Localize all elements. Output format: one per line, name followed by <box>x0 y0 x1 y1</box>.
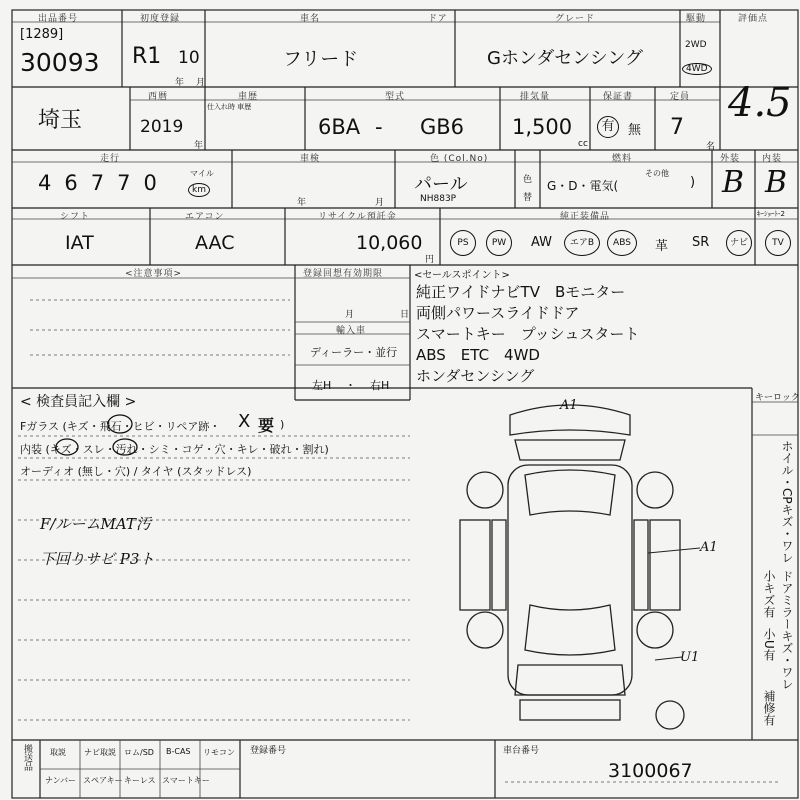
grade: Gホンダセンシング <box>487 48 643 69</box>
lot-label: 出品番号 <box>38 14 79 24</box>
item-smart-key: スマートキー <box>162 776 210 785</box>
ac: AAC <box>195 232 235 254</box>
displacement-label: 排気量 <box>520 92 551 102</box>
keylock-label: キーロック <box>755 393 800 403</box>
equip-ps: PS <box>450 230 476 256</box>
mileage-digit: 4 <box>38 171 65 195</box>
cancel-day: 日 <box>400 310 410 320</box>
grade-label: グレード <box>555 14 596 24</box>
equip-aw: AW <box>531 235 553 250</box>
cancel-label: 登録回想有効期限 <box>303 269 384 279</box>
selling-point: ABS ETC 4WD <box>416 346 540 364</box>
item-manual: 取説 <box>50 748 66 757</box>
fuel-other: その他 <box>645 169 669 178</box>
equip-leather: 革 <box>655 239 669 254</box>
side-note-mirror: ドアミラーキズ・ワレ <box>780 570 794 690</box>
drive-2wd: 2WD <box>685 40 707 50</box>
drive-label: 駆動 <box>686 14 707 24</box>
mileage-digit: 0 <box>143 171 170 195</box>
side-note-wheel: ホイル・CPキズ・ワレ <box>780 440 794 564</box>
color-code: NH883P <box>420 194 457 204</box>
reg-sub: 仕入れ時 車歴 <box>207 103 252 111</box>
capacity-unit: 名 <box>706 142 716 152</box>
item-rom-sd: ロム/SD <box>124 748 154 757</box>
yen-unit: 円 <box>425 255 435 265</box>
interior-note: 内装 (キズ・スレ・汚れ・シミ・コゲ・穴・キレ・破れ・割れ) <box>20 443 329 456</box>
model-prefix: 6BA <box>318 115 361 139</box>
recycle-label: リサイクル預託金 <box>318 212 397 222</box>
caution-label: <注意事項> <box>125 269 183 279</box>
capacity-label: 定員 <box>670 92 691 102</box>
side-note-dent: 小U有 <box>762 628 776 661</box>
hand-note-rust: 下回りサビ P3ト <box>40 550 155 568</box>
model-dash: - <box>375 115 383 139</box>
lot-bracket: [1289] <box>20 27 64 42</box>
equip-navi: ナビ <box>726 230 752 256</box>
cc-unit: cc <box>578 139 588 149</box>
interior-label: 内装 <box>762 154 783 164</box>
prefecture: 埼玉 <box>38 108 83 133</box>
item-remote: リモコン <box>203 748 235 757</box>
fuel-label: 燃料 <box>612 154 633 164</box>
door-label: ドア <box>428 14 448 24</box>
interior-grade: B <box>765 165 788 200</box>
selling-point: 両側パワースライドドア <box>416 304 580 322</box>
glass-x: X <box>238 411 251 432</box>
import-label: 輸入車 <box>336 326 367 336</box>
year-label: 西暦 <box>148 92 169 102</box>
capacity: 7 <box>670 115 684 140</box>
ac-label: エアコン <box>185 212 225 222</box>
selling-point: 純正ワイドナビTV Bモニター <box>416 283 626 301</box>
recycle-fee: 10,060 <box>356 232 423 254</box>
damage-a1-front: A1 <box>560 398 578 413</box>
audio-tire-note: オーディオ (無し・穴) / タイヤ (スタッドレス) <box>20 465 252 478</box>
item-keyless: キーレス <box>124 776 156 785</box>
warranty-yes: 有 <box>597 116 619 138</box>
lot-number: 30093 <box>20 48 100 77</box>
displacement: 1,500 <box>512 115 573 139</box>
hand-dot: ・ <box>345 379 356 392</box>
mileage-digit: 7 <box>90 171 118 195</box>
color-change-b: 替 <box>523 193 533 203</box>
item-bcas: B-CAS <box>166 747 191 756</box>
drive-4wd: 4WD <box>682 63 712 75</box>
transport-label: 搬送品 <box>22 744 32 771</box>
year: 2019 <box>140 117 184 137</box>
inspector-title: < 検査員記入欄 > <box>20 394 137 410</box>
equip-airbag: エアB <box>564 230 600 256</box>
reg-label: 車歴 <box>238 92 259 102</box>
exterior-label: 外装 <box>720 154 741 164</box>
color-change-a: 色 <box>523 175 533 185</box>
chassis-number: 3100067 <box>608 760 693 782</box>
color: パール <box>414 174 468 195</box>
fuel-options: G・D・電気( <box>547 179 619 193</box>
right-hand: 右H <box>370 379 390 392</box>
model-code: GB6 <box>420 115 465 139</box>
mileage-digit: 6 <box>64 171 91 195</box>
car-name-label: 車名 <box>300 14 321 24</box>
year-unit: 年 <box>194 141 204 151</box>
km-label: km <box>188 183 210 197</box>
glass-required: 要 <box>258 416 275 435</box>
selling-point: スマートキー プッシュスタート <box>416 325 640 343</box>
left-hand: 左H <box>312 379 332 392</box>
inspection-month-unit: 月 <box>375 198 385 208</box>
damage-a1-side: A1 <box>700 540 718 555</box>
car-name: フリード <box>283 48 359 70</box>
item-number-plate: ナンバー <box>45 776 77 785</box>
chassis-label: 車台番号 <box>503 746 540 756</box>
damage-u1: U1 <box>680 650 700 665</box>
model-label: 型式 <box>385 92 406 102</box>
shift-label: シフト <box>60 212 91 222</box>
warranty-label: 保証書 <box>603 92 634 102</box>
selling-point: ホンダセンシング <box>416 367 535 385</box>
first-reg-month-unit: 月 <box>196 78 206 88</box>
glass-close: ) <box>280 418 285 431</box>
first-reg-month: 10 <box>178 48 200 68</box>
cancel-month: 月 <box>345 310 355 320</box>
selling-label: <セールスポイント> <box>414 270 510 281</box>
equipment-label: 純正装備品 <box>560 212 611 222</box>
glass-note: Fガラス (キズ・飛石・ヒビ・リペア跡・ <box>20 420 221 433</box>
dealer-parallel: ディーラー・並行 <box>310 346 398 359</box>
hand-note-mat: F/ルームMAT汚 <box>40 515 151 533</box>
mileage-label: 走行 <box>100 154 121 164</box>
reg-number-label: 登録番号 <box>250 746 287 756</box>
color-label: 色 (Col.No) <box>430 154 489 164</box>
equip-abs: ABS <box>607 230 637 256</box>
equip-pw: PW <box>486 230 512 256</box>
item-navi-manual: ナビ取説 <box>84 748 116 757</box>
first-reg-label: 初度登録 <box>140 14 181 24</box>
mileage-digit: 7 <box>117 171 144 195</box>
equip-tv: TV <box>765 230 791 256</box>
mile-label: マイル <box>190 169 214 178</box>
first-reg-year-unit: 年 <box>175 78 185 88</box>
inspection-label: 車検 <box>300 154 321 164</box>
score: 4.5 <box>728 80 792 126</box>
inspection-year-unit: 年 <box>297 198 307 208</box>
exterior-grade: B <box>722 165 745 200</box>
side-note-repair: 補修有 <box>762 690 776 726</box>
shift: IAT <box>65 232 94 254</box>
item-spare-key: スペアキー <box>83 776 123 785</box>
warranty-no: 無 <box>628 123 642 138</box>
score-label: 評価点 <box>738 14 769 24</box>
first-reg-era: R1 <box>132 44 162 69</box>
side-note-scratch: 小キズ有 <box>762 570 776 618</box>
key-label: ｷｰｼｮｰﾄ-2 <box>757 210 785 218</box>
fuel-close: ) <box>690 175 696 190</box>
equip-sr: SR <box>692 235 710 250</box>
